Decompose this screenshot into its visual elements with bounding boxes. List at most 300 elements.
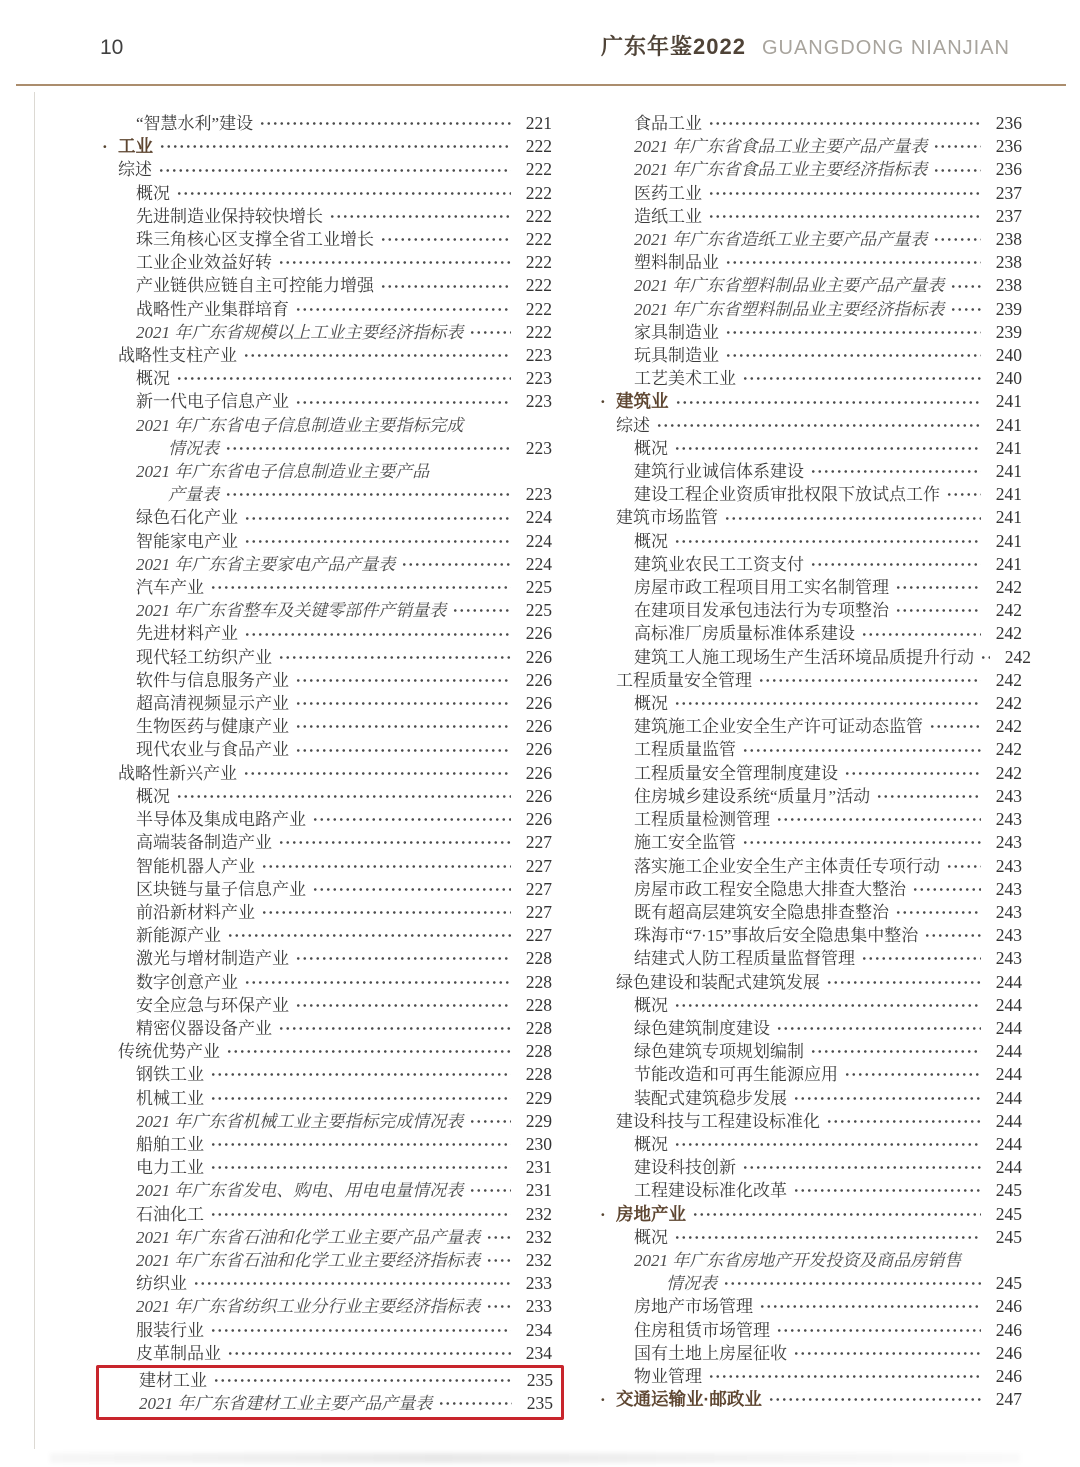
- entry-title: 建筑业农民工工资支付: [634, 554, 804, 574]
- toc-entry: [598, 715, 1022, 738]
- entry-page-number: 222: [525, 252, 552, 273]
- dot-leader: [226, 1048, 511, 1055]
- toc-entry: [100, 390, 552, 413]
- toc-table-entry: [100, 1295, 552, 1318]
- toc-entry: [598, 831, 1022, 854]
- entry-title: 建设科技创新: [634, 1158, 736, 1178]
- toc-table-entry: [598, 228, 1022, 251]
- dot-leader: [895, 607, 981, 614]
- entry-title: 建材工业: [139, 1370, 207, 1390]
- dot-leader: [674, 700, 981, 707]
- toc-entry: [598, 1342, 1022, 1365]
- entry-title: 物业管理: [634, 1366, 702, 1386]
- toc-entry: [598, 1110, 1022, 1133]
- entry-page-number: 224: [525, 553, 552, 574]
- dot-leader: [259, 120, 511, 127]
- toc-entry: [598, 994, 1022, 1017]
- toc-entry: [598, 1087, 1022, 1110]
- toc-entry: [598, 947, 1022, 970]
- dot-leader: [159, 143, 511, 150]
- dot-leader: [176, 793, 511, 800]
- toc-entry: [100, 878, 552, 901]
- entry-page-number: 226: [525, 785, 552, 806]
- entry-page-number: 231: [525, 1157, 552, 1178]
- table-of-contents: [100, 112, 1031, 1420]
- dot-leader: [793, 1095, 981, 1102]
- toc-entry: [598, 738, 1022, 761]
- dot-leader: [674, 1141, 981, 1148]
- page-left-edge-line: [34, 92, 35, 1449]
- dot-leader: [776, 1327, 981, 1334]
- toc-entry: [598, 112, 1022, 135]
- dot-leader: [278, 259, 511, 266]
- entry-title: 精密仪器设备产业: [136, 1018, 272, 1038]
- entry-title: 生物医药与健康产业: [136, 717, 289, 737]
- toc-entry: [100, 762, 552, 785]
- dot-leader: [776, 816, 981, 823]
- dot-leader: [742, 747, 981, 754]
- entry-title: 工艺美术工业: [634, 369, 736, 389]
- dot-leader: [861, 955, 981, 962]
- dot-leader: [401, 561, 511, 568]
- entry-title: 珠海市“7·15”事故后安全隐患集中整治: [634, 926, 919, 946]
- dot-leader: [295, 306, 511, 313]
- dot-leader: [933, 143, 981, 150]
- entry-page-number: 243: [995, 948, 1022, 969]
- entry-page-number: 226: [525, 693, 552, 714]
- toc-entry: [598, 530, 1022, 553]
- section-bullet-icon: ·: [102, 137, 108, 157]
- dot-leader: [861, 631, 981, 638]
- entry-title: 产量表: [168, 485, 219, 505]
- dot-leader: [776, 1025, 981, 1032]
- entry-title: 建设科技与工程建设标准化: [616, 1111, 820, 1131]
- dot-leader: [674, 1234, 981, 1241]
- entry-title: 2021 年广东省房地产开发投资及商品房销售: [634, 1250, 962, 1270]
- toc-table-entry: [100, 1110, 552, 1133]
- entry-page-number: 228: [525, 948, 552, 969]
- entry-page-number: 236: [995, 159, 1022, 180]
- toc-entry: [100, 182, 552, 205]
- dot-leader: [742, 375, 981, 382]
- toc-left-column: [100, 112, 552, 1420]
- dot-leader: [261, 863, 511, 870]
- toc-entry: [598, 1156, 1022, 1179]
- dot-leader: [810, 1048, 981, 1055]
- section-bullet-icon: ·: [600, 392, 606, 412]
- toc-table-entry: [100, 1179, 552, 1202]
- dot-leader: [243, 352, 511, 359]
- yearbook-title-english: GUANGDONG NIANJIAN: [761, 37, 1010, 59]
- toc-entry: [100, 251, 552, 274]
- entry-page-number: 236: [995, 136, 1022, 157]
- entry-page-number: 222: [525, 275, 552, 296]
- dot-leader: [486, 1257, 511, 1264]
- toc-entry: [100, 924, 552, 947]
- dot-leader: [810, 468, 981, 475]
- entry-title: 概况: [136, 183, 170, 203]
- entry-title: 情况表: [168, 438, 219, 458]
- entry-title: 战略性新兴产业: [118, 763, 237, 783]
- entry-title: 概况: [634, 531, 668, 551]
- entry-page-number: 241: [995, 391, 1022, 412]
- entry-title: 建筑行业诚信体系建设: [634, 462, 804, 482]
- toc-entry: [598, 785, 1022, 808]
- dot-leader: [278, 1025, 511, 1032]
- entry-title: 电力工业: [136, 1158, 204, 1178]
- entry-title: 安全应急与环保产业: [136, 995, 289, 1015]
- entry-title: 机械工业: [136, 1088, 204, 1108]
- toc-entry: [100, 994, 552, 1017]
- toc-entry: [598, 762, 1022, 785]
- entry-page-number: 226: [525, 646, 552, 667]
- entry-page-number: 227: [525, 855, 552, 876]
- toc-entry: [598, 1226, 1022, 1249]
- entry-title: 建筑工人施工现场生产生活环境品质提升行动: [634, 647, 974, 667]
- toc-table-entry: [103, 1392, 553, 1415]
- dot-leader: [768, 1396, 981, 1403]
- entry-page-number: 228: [525, 1041, 552, 1062]
- dot-leader: [929, 723, 981, 730]
- dot-leader: [210, 1327, 511, 1334]
- toc-entry: [100, 1133, 552, 1156]
- toc-entry: [100, 112, 552, 135]
- dot-leader: [486, 1303, 511, 1310]
- toc-entry: [598, 901, 1022, 924]
- dot-leader: [176, 375, 511, 382]
- toc-entry: [598, 414, 1022, 437]
- dot-leader: [244, 538, 511, 545]
- toc-entry: [598, 1017, 1022, 1040]
- dot-leader: [895, 909, 981, 916]
- dot-leader: [295, 723, 511, 730]
- toc-table-entry: [100, 414, 552, 437]
- entry-page-number: 239: [995, 298, 1022, 319]
- entry-title: 2021 年广东省发电、购电、用电电量情况表: [136, 1181, 464, 1201]
- entry-title: 数字创意产业: [136, 972, 238, 992]
- toc-entry: [598, 344, 1022, 367]
- entry-title: 半导体及集成电路产业: [136, 810, 306, 830]
- entry-page-number: 243: [995, 785, 1022, 806]
- dot-leader: [158, 167, 511, 174]
- entry-page-number: 242: [995, 623, 1022, 644]
- entry-page-number: 227: [525, 878, 552, 899]
- dot-leader: [225, 491, 511, 498]
- entry-title: 住房城乡建设系统“质量月”活动: [634, 786, 871, 806]
- dot-leader: [295, 1002, 511, 1009]
- entry-page-number: 242: [995, 762, 1022, 783]
- dot-leader: [244, 515, 511, 522]
- toc-entry: [100, 855, 552, 878]
- entry-page-number: 227: [525, 925, 552, 946]
- entry-title: 建筑市场监管: [616, 508, 718, 528]
- toc-entry: [100, 506, 552, 529]
- entry-page-number: 234: [525, 1342, 552, 1363]
- entry-title: 2021 年广东省机械工业主要指标完成情况表: [136, 1111, 464, 1131]
- toc-table-entry: [598, 274, 1022, 297]
- entry-title: 战略性支柱产业: [118, 346, 237, 366]
- entry-title: 综述: [616, 415, 650, 435]
- toc-entry: [100, 738, 552, 761]
- dot-leader: [844, 1071, 981, 1078]
- section-bullet-icon: ·: [600, 1204, 606, 1224]
- entry-page-number: 227: [525, 901, 552, 922]
- dot-leader: [210, 1071, 511, 1078]
- toc-entry: [100, 622, 552, 645]
- entry-page-number: 223: [525, 391, 552, 412]
- toc-entry: [598, 924, 1022, 947]
- toc-entry: [598, 1063, 1022, 1086]
- page-header: [100, 30, 1010, 61]
- toc-entry: [598, 1365, 1022, 1388]
- dot-leader: [469, 1118, 511, 1125]
- dot-leader: [295, 677, 511, 684]
- dot-leader: [329, 213, 511, 220]
- dot-leader: [210, 1141, 511, 1148]
- entry-title: 国有土地上房屋征收: [634, 1343, 787, 1363]
- dot-leader: [674, 538, 981, 545]
- dot-leader: [469, 1187, 511, 1194]
- entry-page-number: 244: [995, 1087, 1022, 1108]
- toc-entry: [100, 576, 552, 599]
- dot-leader: [210, 1095, 511, 1102]
- toc-entry: [100, 530, 552, 553]
- entry-title: 2021 年广东省电子信息制造业主要指标完成: [136, 415, 464, 435]
- dot-leader: [946, 491, 981, 498]
- dot-leader: [708, 190, 981, 197]
- toc-entry: [598, 182, 1022, 205]
- toc-entry: [598, 483, 1022, 506]
- entry-page-number: 232: [525, 1249, 552, 1270]
- dot-leader: [759, 1303, 981, 1310]
- toc-entry: [100, 1203, 552, 1226]
- entry-title: 工业企业效益好转: [136, 253, 272, 273]
- entry-page-number: 247: [995, 1389, 1022, 1410]
- entry-title: 食品工业: [634, 114, 702, 133]
- entry-page-number: 241: [995, 530, 1022, 551]
- dot-leader: [912, 886, 981, 893]
- dot-leader: [895, 584, 981, 591]
- entry-page-number: 237: [995, 205, 1022, 226]
- entry-title: 概况: [136, 369, 170, 389]
- entry-title: 房地产业: [616, 1203, 686, 1224]
- dot-leader: [793, 1350, 981, 1357]
- entry-title: 工程质量安全管理制度建设: [634, 763, 838, 783]
- toc-entry: [100, 367, 552, 390]
- toc-section-entry: [598, 390, 1022, 413]
- toc-entry: [100, 1319, 552, 1342]
- entry-page-number: 232: [525, 1203, 552, 1224]
- toc-entry: [100, 344, 552, 367]
- entry-title: 智能家电产业: [136, 531, 238, 551]
- entry-title: 医药工业: [634, 183, 702, 203]
- dot-leader: [210, 1211, 511, 1218]
- toc-section-entry: [598, 1203, 1022, 1226]
- entry-page-number: 225: [525, 600, 552, 621]
- entry-title: 房地产市场管理: [634, 1297, 753, 1317]
- entry-title: 2021 年广东省食品工业主要经济指标表: [634, 160, 928, 180]
- toc-entry: [598, 646, 1031, 669]
- entry-title: 概况: [634, 1227, 668, 1247]
- entry-title: 住房租赁市场管理: [634, 1320, 770, 1340]
- dot-leader: [225, 445, 511, 452]
- entry-title: 在建项目发承包违法行为专项整治: [634, 601, 889, 621]
- entry-page-number: 242: [995, 600, 1022, 621]
- dot-leader: [656, 422, 981, 429]
- entry-title: 产业链供应链自主可控能力增强: [136, 276, 374, 296]
- entry-page-number: 221: [525, 113, 552, 133]
- entry-page-number: 236: [995, 113, 1022, 133]
- dot-leader: [312, 816, 511, 823]
- entry-title: 高端装备制造产业: [136, 833, 272, 853]
- entry-title: 概况: [634, 995, 668, 1015]
- dot-leader: [924, 932, 981, 939]
- dot-leader: [295, 955, 511, 962]
- entry-title: 汽车产业: [136, 578, 204, 598]
- entry-page-number: 222: [525, 205, 552, 226]
- dot-leader: [244, 979, 511, 986]
- toc-entry: [598, 576, 1022, 599]
- toc-entry: [598, 321, 1022, 344]
- toc-entry: [100, 1063, 552, 1086]
- entry-page-number: 242: [1004, 646, 1031, 667]
- entry-title: 绿色建筑制度建设: [634, 1018, 770, 1038]
- dot-leader: [227, 1350, 511, 1357]
- entry-page-number: 228: [525, 1017, 552, 1038]
- entry-page-number: 225: [525, 577, 552, 598]
- entry-title: 概况: [136, 786, 170, 806]
- entry-page-number: 224: [525, 530, 552, 551]
- entry-page-number: 222: [525, 136, 552, 157]
- toc-entry: [100, 646, 552, 669]
- entry-page-number: 223: [525, 484, 552, 505]
- toc-entry: [598, 367, 1022, 390]
- entry-page-number: 245: [995, 1226, 1022, 1247]
- toc-section-entry: [100, 135, 552, 158]
- entry-title: 工程建设标准化改革: [634, 1181, 787, 1201]
- dot-leader: [243, 770, 511, 777]
- entry-page-number: 246: [995, 1319, 1022, 1340]
- entry-page-number: 243: [995, 855, 1022, 876]
- toc-entry: [100, 971, 552, 994]
- toc-table-entry: [100, 321, 552, 344]
- toc-entry: [598, 808, 1022, 831]
- toc-entry: [598, 437, 1022, 460]
- entry-page-number: 241: [995, 437, 1022, 458]
- dot-leader: [876, 793, 981, 800]
- toc-entry: [598, 669, 1022, 692]
- entry-title: 交通运输业·邮政业: [616, 1389, 762, 1410]
- entry-title: 装配式建筑稳步发展: [634, 1088, 787, 1108]
- toc-table-entry: [100, 599, 552, 622]
- entry-page-number: 241: [995, 484, 1022, 505]
- entry-title: 2021 年广东省石油和化学工业主要经济指标表: [136, 1250, 481, 1270]
- entry-page-number: 242: [995, 669, 1022, 690]
- toc-entry: [598, 855, 1022, 878]
- toc-entry: [598, 599, 1022, 622]
- entry-page-number: 238: [995, 275, 1022, 296]
- entry-page-number: 223: [525, 437, 552, 458]
- dot-leader: [950, 283, 981, 290]
- entry-page-number: 242: [995, 739, 1022, 760]
- dot-leader: [793, 1187, 981, 1194]
- dot-leader: [724, 515, 981, 522]
- toc-entry: [100, 1342, 552, 1365]
- dot-leader: [176, 190, 511, 197]
- entry-page-number: 246: [995, 1296, 1022, 1317]
- entry-page-number: 240: [995, 345, 1022, 366]
- entry-page-number: 245: [995, 1203, 1022, 1224]
- entry-title: 情况表: [666, 1274, 717, 1294]
- dot-leader: [742, 1164, 981, 1171]
- entry-page-number: 228: [525, 971, 552, 992]
- entry-page-number: 244: [995, 1017, 1022, 1038]
- entry-page-number: 230: [525, 1133, 552, 1154]
- entry-title: 纺织业: [136, 1274, 187, 1294]
- toc-entry: [598, 622, 1022, 645]
- entry-page-number: 238: [995, 252, 1022, 273]
- dot-leader: [933, 167, 981, 174]
- entry-page-number: 244: [995, 971, 1022, 992]
- entry-page-number: 231: [525, 1180, 552, 1201]
- entry-page-number: 244: [995, 1110, 1022, 1131]
- toc-entry: [100, 1040, 552, 1063]
- entry-title: 钢铁工业: [136, 1065, 204, 1085]
- entry-page-number: 241: [995, 553, 1022, 574]
- toc-table-entry: [100, 553, 552, 576]
- dot-leader: [708, 1373, 981, 1380]
- entry-title: 房屋市政工程项目用工实名制管理: [634, 578, 889, 598]
- entry-title: 2021 年广东省塑料制品业主要经济指标表: [634, 299, 945, 319]
- entry-title: 既有超高层建筑安全隐患排查整治: [634, 902, 889, 922]
- entry-page-number: 229: [525, 1110, 552, 1131]
- entry-page-number: 244: [995, 1064, 1022, 1085]
- dot-leader: [725, 329, 981, 336]
- toc-entry: [103, 1369, 553, 1392]
- entry-page-number: 223: [525, 368, 552, 389]
- entry-title: 概况: [634, 694, 668, 714]
- dot-leader: [675, 399, 982, 406]
- entry-page-number: 235: [526, 1369, 553, 1390]
- scan-bottom-shadow: [50, 1453, 1020, 1463]
- entry-title: 先进材料产业: [136, 624, 238, 644]
- entry-title: 2021 年广东省整车及关键零部件产销量表: [136, 601, 447, 621]
- toc-entry: [598, 1040, 1022, 1063]
- entry-page-number: 243: [995, 832, 1022, 853]
- entry-page-number: 241: [995, 507, 1022, 528]
- entry-title: 2021 年广东省主要家电产品产量表: [136, 554, 396, 574]
- section-bullet-icon: ·: [600, 1390, 606, 1410]
- entry-title: 房屋市政工程安全隐患大排查大整治: [634, 879, 906, 899]
- entry-page-number: 226: [525, 716, 552, 737]
- entry-page-number: 222: [525, 229, 552, 250]
- toc-table-entry: [598, 158, 1022, 181]
- toc-entry: [598, 506, 1022, 529]
- entry-title: 结建式人防工程质量监督管理: [634, 949, 855, 969]
- dot-leader: [486, 1234, 511, 1241]
- entry-title: 绿色建设和装配式建筑发展: [616, 972, 820, 992]
- entry-title: 珠三角核心区支撑全省工业增长: [136, 230, 374, 250]
- dot-leader: [980, 654, 990, 661]
- entry-page-number: 229: [525, 1087, 552, 1108]
- entry-title: 现代农业与食品产业: [136, 740, 289, 760]
- entry-page-number: 241: [995, 414, 1022, 435]
- entry-page-number: 228: [525, 1064, 552, 1085]
- entry-page-number: 239: [995, 321, 1022, 342]
- toc-table-entry: [100, 483, 552, 506]
- entry-title: 新一代电子信息产业: [136, 392, 289, 412]
- entry-page-number: 243: [995, 925, 1022, 946]
